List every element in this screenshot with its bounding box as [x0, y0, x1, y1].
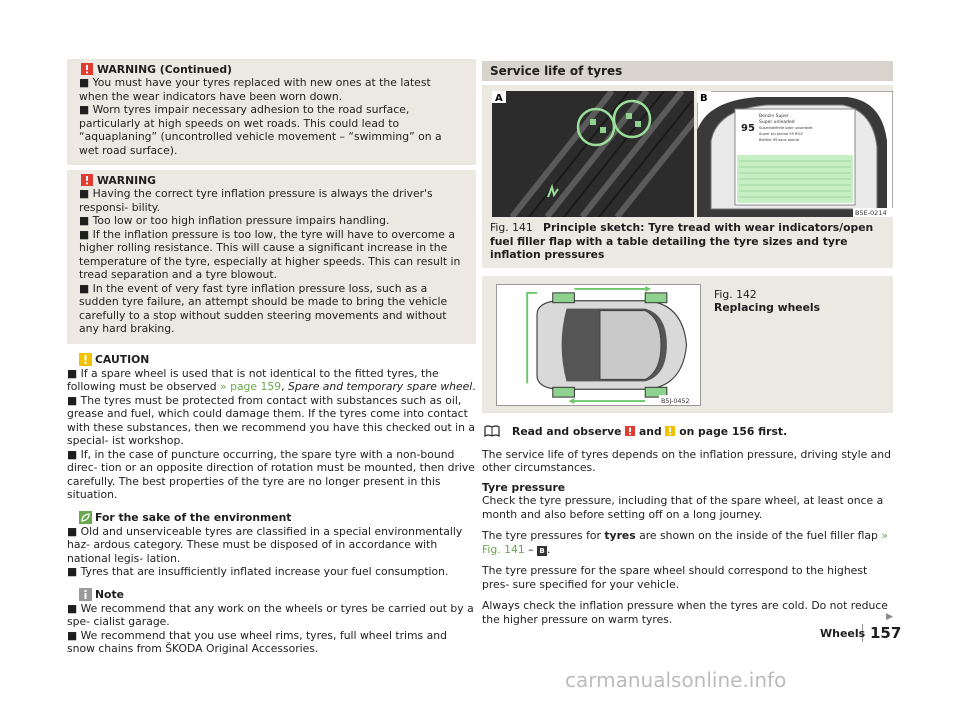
paragraph: The tyre pressures for tyres are shown on the inside of the fuel filler flap » Fig. 141 – B . — [482, 529, 888, 556]
right-column — [482, 61, 893, 626]
environment-title: For the sake of the environment — [95, 510, 292, 524]
environment-line: ■ Old and unserviceable tyres are classified in a special environmentally haz- ardous category. These must be disposed of in accordance with national legis- lation. — [67, 524, 463, 565]
figure-code: B5J-0452 — [660, 396, 690, 405]
figure-label-a: A — [495, 93, 503, 104]
figure-141-caption: Fig. 141 Principle sketch: Tyre tread with wear indicators/open fuel filler flap with a table detailing the tyre sizes and tyre inflation pressures — [490, 221, 874, 261]
warning-line: ■ In the event of very fast tyre inflation pressure loss, such as a sudden tyre failure, an attempt should be made to bring the vehicle carefully to a stop without sudden steering movements and without any hard braking. — [79, 281, 448, 335]
continue-arrow-icon: ▶ — [886, 611, 893, 622]
note-section — [67, 588, 476, 656]
read-and-observe: Read and observe and on page 156 first. — [482, 425, 893, 438]
caution-line: ■ If a spare wheel is used that is not identical to the fitted tyres, the following must be observed » page 159, Spare and temporary spare wheel. — [67, 366, 476, 393]
warning-line: ■ Having the correct tyre inflation pressure is always the driver's responsi- bility. — [79, 187, 433, 214]
warning-title: WARNING — [97, 174, 157, 187]
environment-icon — [79, 511, 92, 524]
paragraph: Tyre pressure Check the tyre pressure, including that of the spare wheel, at least once a month and also before setting off on a long journey. — [482, 480, 884, 521]
caution-icon — [665, 426, 675, 436]
environment-line: ■ Tyres that are insufficiently inflated increase your fuel consumption. — [67, 565, 449, 578]
warning-line: ■ Too low or too high inflation pressure impairs handling. — [79, 214, 390, 227]
figure-142 — [482, 276, 893, 413]
caution-section — [67, 353, 476, 502]
page-link[interactable]: » page 159 — [220, 380, 282, 393]
warning-icon — [81, 174, 93, 186]
svg-text:Super unleaded: Super unleaded — [759, 120, 795, 125]
note-line: ■ We recommend that any work on the wheels or tyres be carried out by a spe- cialist garage. — [67, 601, 474, 628]
warning-continued-line: ■ Worn tyres impair necessary adhesion to the road surface, particularly at high speeds on wet roads. This could lead to “aquaplaning” (uncontrolled vehicle movement – “swimming” on a wet road surface). — [79, 103, 442, 157]
svg-text:Benzin Super: Benzin Super — [759, 114, 789, 119]
environment-section — [67, 511, 476, 579]
tyre-tread-image — [492, 91, 694, 217]
info-icon — [79, 588, 92, 601]
figure-label-b: B — [700, 93, 708, 104]
warning-line: ■ If the inflation pressure is too low, the tyre will have to overcome a higher rolling resistance. This will cause a significant increase in the temperature of the tyre, especially at higher speeds. This can result in tread separation and a tyre blowout. — [79, 227, 461, 281]
warning-icon — [81, 63, 93, 75]
svg-text:Superbleifreie oder unverbleit: Superbleifreie oder unverbleit — [759, 126, 813, 130]
badge-b: B — [537, 546, 547, 556]
section-title: Service life of tyres — [482, 61, 893, 81]
paragraph: The tyre pressure for the spare wheel should correspond to the highest pres- sure specified for your vehicle. — [482, 564, 868, 591]
figure-code: B5E-0214 — [855, 209, 887, 217]
watermark: carmanualsonline.info — [565, 668, 787, 692]
warning-continued-line: ■ You must have your tyres replaced with new ones at the latest when the wear indicators have been worn down. — [79, 76, 431, 103]
note-line: ■ We recommend that you use wheel rims, tyres, full wheel trims and snow chains from ŠKODA Original Accessories. — [67, 628, 447, 655]
car-wheels-image — [496, 284, 701, 406]
warning-continued-title: WARNING (Continued) — [97, 63, 232, 76]
sticker-95: 95 — [741, 123, 755, 134]
caution-title: CAUTION — [95, 352, 150, 366]
paragraph: Always check the inflation pressure when the tyres are cold. Do not reduce the higher pressure on warm tyres. ▶ — [482, 599, 893, 626]
figure-link[interactable]: » Fig. 141 — [482, 529, 888, 556]
warning-icon — [625, 426, 635, 436]
page-number: 157 — [870, 624, 902, 642]
svg-text:Bleifrei 95 sans plomb: Bleifrei 95 sans plomb — [759, 138, 800, 142]
caution-icon — [79, 353, 92, 366]
fuel-flap-image — [697, 91, 893, 217]
figure-141 — [482, 85, 893, 268]
footer-section: Wheels — [820, 627, 866, 640]
caution-line: ■ The tyres must be protected from contact with substances such as oil, grease and fuel, which could damage them. If the tyres come into contact with these substances, then we recommend you have this checked out in a special- ist workshop. — [67, 393, 476, 447]
svg-text:Super sin plomo 95 ROZ: Super sin plomo 95 ROZ — [759, 132, 803, 136]
subheading: Tyre pressure — [482, 480, 566, 494]
left-column — [67, 59, 476, 656]
paragraph: The service life of tyres depends on the inflation pressure, driving style and other circumstances. — [482, 447, 891, 474]
warning-box — [67, 170, 476, 344]
book-icon — [484, 425, 500, 437]
figure-142-caption: Fig. 142 Replacing wheels — [714, 287, 821, 314]
caution-line: ■ If, in the case of puncture occurring, the spare tyre with a non-bound direc- tion or an opposite direction of rotation must be mounted, then drive carefully. The best properties of the tyre are no longer present in this situation. — [67, 447, 475, 501]
warning-continued-box — [67, 59, 476, 165]
note-title: Note — [95, 587, 124, 601]
page-footer — [820, 624, 902, 642]
